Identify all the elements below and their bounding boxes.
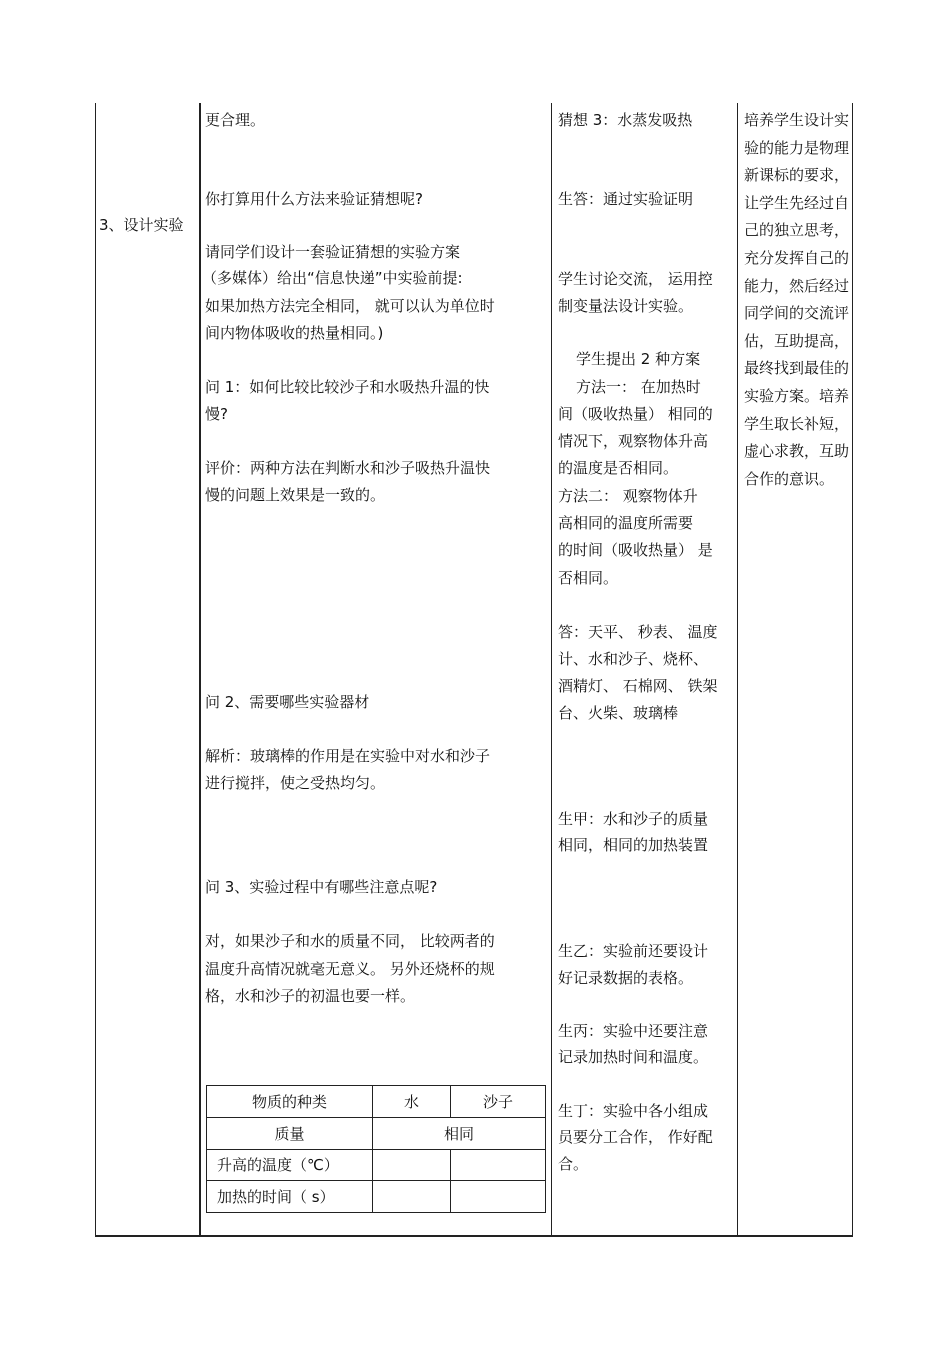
table-cell: 质量 (207, 1117, 373, 1149)
student-line: 间（吸收热量） 相同的 (558, 405, 713, 423)
student-line: 计、水和沙子、烧杯、 (558, 650, 709, 668)
table-cell: 相同 (373, 1117, 546, 1149)
student-line: 猜想 3：水蒸发吸热 (558, 111, 693, 129)
student-line: 否相同。 (558, 569, 619, 587)
teacher-line: 更合理。 (205, 111, 266, 129)
teacher-question-3: 问 3、实验过程中有哪些注意点呢? (205, 878, 438, 896)
teacher-line: 进行搅拌，使之受热均匀。 (205, 774, 386, 792)
teacher-line: 你打算用什么方法来验证猜想呢? (205, 190, 423, 208)
table-bottom-border (95, 1235, 853, 1237)
student-line: 相同，相同的加热装置 (558, 836, 709, 854)
table-cell (373, 1181, 451, 1213)
table-header-cell: 沙子 (451, 1086, 546, 1118)
table-header-cell: 水 (373, 1086, 451, 1118)
student-line: 学生讨论交流， 运用控 (558, 270, 713, 288)
teacher-line: 间内物体吸收的热量相同。) (205, 324, 384, 342)
student-line: 台、火柴、玻璃棒 (558, 704, 679, 722)
table-header-cell: 物质的种类 (207, 1086, 373, 1118)
teacher-line: 如果加热方法完全相同， 就可以认为单位时 (205, 297, 495, 315)
table-cell (451, 1149, 546, 1181)
student-line: 酒精灯、 石棉网、 铁架 (558, 677, 718, 695)
table-cell (373, 1149, 451, 1181)
student-line: 的温度是否相同。 (558, 459, 679, 477)
design-intent: 培养学生设计实验的能力是物理新课标的要求，让学生先经过自己的独立思考，充分发挥自己的能力，然后经过同学间的交流评估，互助提高，最终找到最佳的实验方案。培养学生取长补短，虚心求教，互助合作的意识。 (744, 111, 850, 488)
student-line: 生答：通过实验证明 (558, 190, 694, 208)
student-line: 记录加热时间和温度。 (558, 1048, 709, 1066)
table-cell (451, 1181, 546, 1213)
student-line: 生甲：水和沙子的质量 (558, 810, 709, 828)
teacher-question-1: 问 1：如何比较比较沙子和水吸热升温的快 (205, 378, 490, 396)
table-row (207, 1149, 546, 1181)
teacher-line: 慢? (205, 405, 228, 423)
teacher-line: 温度升高情况就毫无意义。 另外还烧杯的规 (205, 960, 495, 978)
teacher-line: 请同学们设计一套验证猜想的实验方案 (205, 243, 461, 261)
col-border-student (737, 103, 738, 1237)
student-line: 答：天平、 秒表、 温度 (558, 623, 718, 641)
student-line: 合。 (558, 1155, 589, 1173)
col-border-teacher (551, 103, 552, 1237)
student-line: 员要分工合作， 作好配 (558, 1128, 713, 1146)
table-row (207, 1086, 546, 1118)
teacher-line: （多媒体）给出“信息快递”中实验前提: (202, 269, 463, 287)
student-line: 方法一： 在加热时 (576, 378, 701, 396)
teacher-question-2: 问 2、需要哪些实验器材 (205, 693, 370, 711)
teacher-analysis: 解析：玻璃棒的作用是在实验中对水和沙子 (205, 747, 491, 765)
student-line: 制变量法设计实验。 (558, 297, 694, 315)
teacher-line: 慢的问题上效果是一致的。 (205, 486, 386, 504)
student-line: 好记录数据的表格。 (558, 969, 694, 987)
student-line: 生乙：实验前还要设计 (558, 942, 709, 960)
student-line: 情况下，观察物体升高 (558, 432, 709, 450)
student-line: 方法二： 观察物体升 (558, 487, 698, 505)
teacher-evaluation: 评价：两种方法在判断水和沙子吸热升温快 (205, 459, 491, 477)
student-line: 高相同的温度所需要 (558, 514, 694, 532)
record-table (206, 1085, 546, 1213)
student-line: 学生提出 2 种方案 (576, 350, 701, 368)
student-line: 的时间（吸收热量） 是 (558, 541, 713, 559)
stage-label: 3、设计实验 (99, 216, 184, 234)
teacher-line: 格，水和沙子的初温也要一样。 (205, 987, 416, 1005)
col-border-stage (199, 103, 201, 1237)
student-line: 生丁：实验中各小组成 (558, 1102, 709, 1120)
table-row (207, 1181, 546, 1213)
table-cell: 加热的时间（ s） (207, 1181, 373, 1213)
table-row (207, 1117, 546, 1149)
table-cell: 升高的温度（℃） (207, 1149, 373, 1181)
teacher-line: 对，如果沙子和水的质量不同， 比较两者的 (205, 932, 495, 950)
col-border-left (95, 103, 96, 1237)
col-border-right (852, 103, 853, 1237)
student-line: 生丙：实验中还要注意 (558, 1022, 709, 1040)
